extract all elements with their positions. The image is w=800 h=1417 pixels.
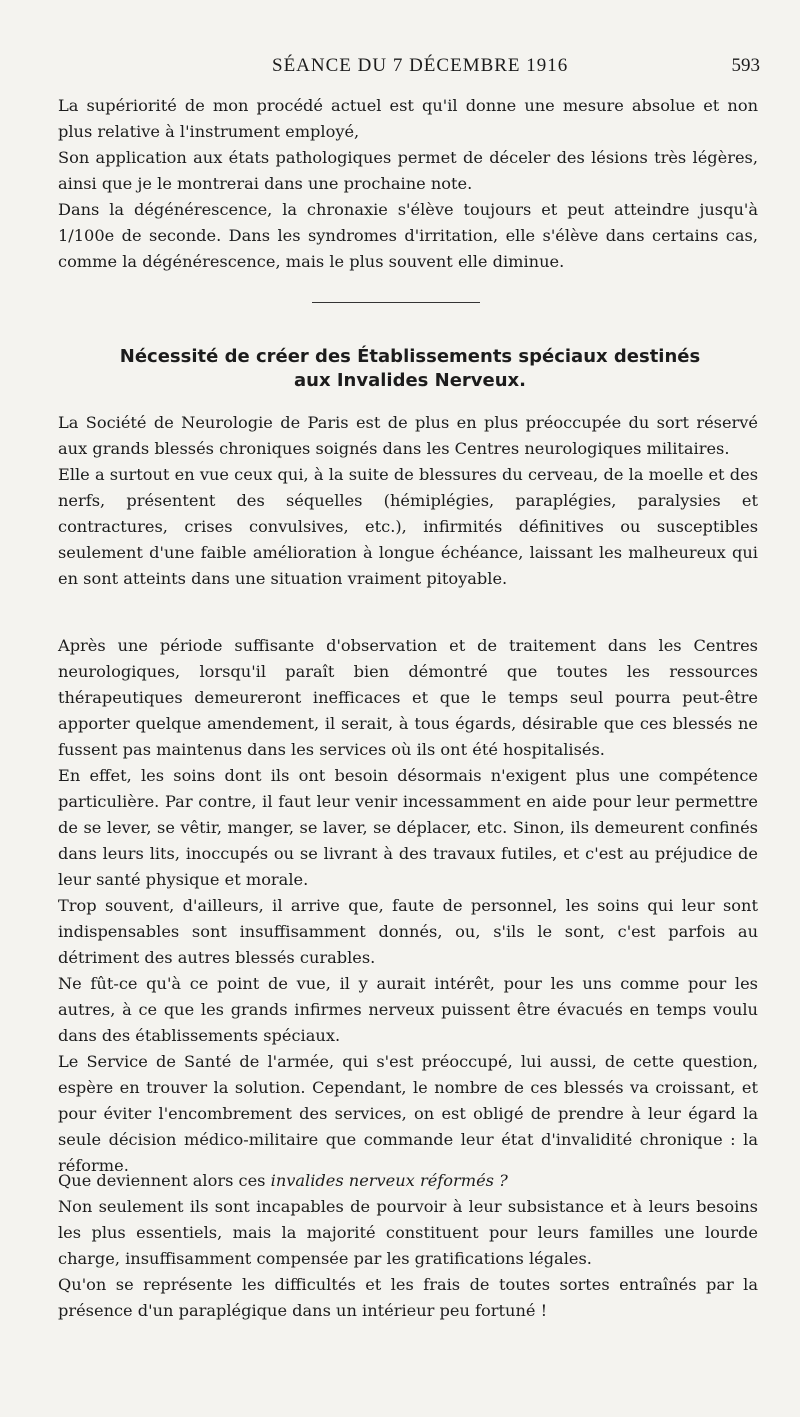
paragraph: La supériorité de mon procédé actuel est qu'il donne une mesure absolue et non plus relative à l'instrument employé,	[58, 96, 758, 141]
section-1-text	[58, 410, 758, 592]
paragraph: Après une période suffisante d'observation et de traitement dans les Centres neurologiques, lorsqu'il paraît bien démontré que toutes les ressources thérapeutiques demeureront inefficaces et que le temps seul pourra peut-être apporter quelque amendement, il serait, à tous égards, désirable que ces blessés ne fussent pas maintenus dans les services où ils ont été hospitalisés.	[58, 636, 758, 759]
paragraph: Le Service de Santé de l'armée, qui s'est préoccupé, lui aussi, de cette question, espère en trouver la solution. Cependant, le nombre de ces blessés va croissant, et pour éviter l'encombrement des services, on est obligé de prendre à leur égard la seule décision médico-militaire que commande leur état d'invalidité chronique : la réforme.	[58, 1052, 758, 1175]
paragraph: Qu'on se représente les difficultés et les frais de toutes sortes entraînés par la présence d'un paraplégique dans un intérieur peu fortuné !	[58, 1275, 758, 1320]
page-number: 593	[731, 55, 760, 76]
question-prefix: Que deviennent alors ces	[58, 1171, 271, 1190]
paragraph: Ne fût-ce qu'à ce point de vue, il y aurait intérêt, pour les uns comme pour les autres, à ce que les grands infirmes nerveux puissent être évacués en temps voulu dans des établissements spéciaux.	[58, 974, 758, 1045]
paragraph: Son application aux états pathologiques permet de déceler des lésions très légères, ainsi que je le montrerai dans une prochaine note.	[58, 148, 758, 193]
paragraph: Dans la dégénérescence, la chronaxie s'élève toujours et peut atteindre jusqu'à 1/100e de seconde. Dans les syndromes d'irritation, elle s'élève dans certains cas, comme la dégénérescence, mais le plus souvent elle diminue.	[58, 200, 758, 271]
paragraph: Non seulement ils sont incapables de pourvoir à leur subsistance et à leurs besoins les plus essentiels, mais la majorité constituent pour leurs familles une lourde charge, insuffisamment compensée par les gratifications légales.	[58, 1197, 758, 1268]
intro-text	[58, 93, 758, 275]
section-divider	[312, 302, 480, 303]
paragraph: En effet, les soins dont ils ont besoin désormais n'exigent plus une compétence particulière. Par contre, il faut leur venir incessamment en aide pour leur permettre de se lever, se vêtir, manger, se laver, se déplacer, etc. Sinon, ils demeurent confinés dans leurs lits, inoccupés ou se livrant à des travaux futiles, et c'est au préjudice de leur santé physique et morale.	[58, 766, 758, 889]
paragraph: Elle a surtout en vue ceux qui, à la suite de blessures du cerveau, de la moelle et des nerfs, présentent des séquelles (hémiplégies, paraplégies, paralysies et contractures, crises convulsives, etc.), infirmités définitives ou susceptibles seulement d'une faible amélioration à longue échéance, laissant les malheureux qui en sont atteints dans une situation vraiment pitoyable.	[58, 465, 758, 588]
section-3-text	[58, 1168, 758, 1324]
running-title: SÉANCE DU 7 DÉCEMBRE 1916	[272, 55, 569, 76]
section-heading-line-1: Nécessité de créer des Établissements spéciaux destinés	[119, 346, 701, 367]
running-header	[60, 55, 760, 85]
question-paragraph	[58, 1168, 758, 1194]
section-heading	[60, 345, 760, 393]
section-heading-line-2: aux Invalides Nerveux.	[294, 370, 526, 391]
question-italic: invalides nerveux réformés ?	[270, 1171, 508, 1190]
section-2-text	[58, 633, 758, 1179]
paragraph: La Société de Neurologie de Paris est de plus en plus préoccupée du sort réservé aux grands blessés chroniques soignés dans les Centres neurologiques militaires.	[58, 413, 758, 458]
paragraph: Trop souvent, d'ailleurs, il arrive que, faute de personnel, les soins qui leur sont indispensables sont insuffisamment donnés, ou, s'ils le sont, c'est parfois au détriment des autres blessés curables.	[58, 896, 758, 967]
